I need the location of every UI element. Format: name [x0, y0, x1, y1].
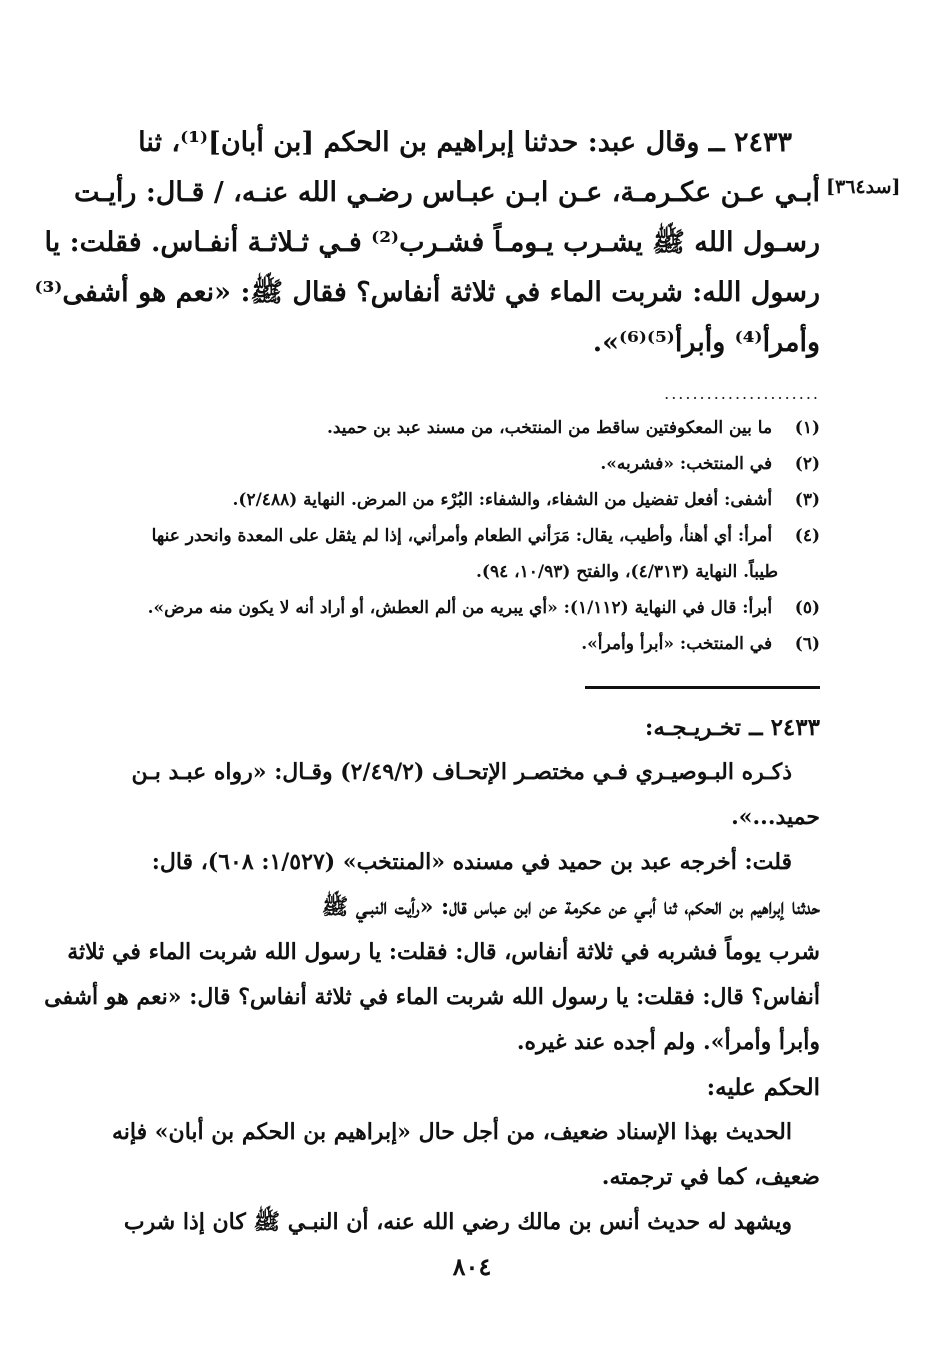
page-number: ٨٠٤ — [452, 1252, 492, 1281]
footnote-item — [96, 410, 820, 446]
footnote-number: (١) — [794, 418, 820, 438]
footnote-number: (٢) — [794, 454, 820, 474]
footnote-number: (٥) — [794, 598, 820, 618]
footnote-item — [96, 590, 820, 626]
hukm-text-line: الحديث بهذا الإسناد ضعيف، من أجل حال «إبراهيم بن الحكم بن أبان» فإنه — [111, 1119, 792, 1145]
hukm-text-line: ويشهد له حديث أنس بن مالك رضي الله عنه، أن النبـي ﷺ كان إذا شرب — [123, 1209, 792, 1235]
footnote-text: أمرأ: أي أهنأ، وأطيب، يقال: مَرَأني الطعام وأمرأني، إذا لم يثقل على المعدة وانحدر عنها — [151, 526, 773, 546]
main-text-line: أبـي عـن عكـرمـة، عـن ابـن عبـاس رضـي الله عنـه، / قـال: رأيـت — [73, 177, 820, 208]
margin-reference-note: [سد٣٦٤] — [826, 176, 901, 198]
hukm-heading: الحكم عليه: — [706, 1074, 820, 1101]
footnote-dotted-separator: ...................... — [664, 384, 820, 403]
footnote-number: (٤) — [794, 526, 820, 546]
takhrij-text-line: أنفاس؟ قال: فقلت: يا رسول الله شربت الماء في ثلاثة أنفاس؟ قال: «نعم هو أشفى — [44, 984, 820, 1010]
footnote-continuation: طيباً. النهاية (٤/٣١٣)، والفتح (١٠/٩٣، ٩٤). — [475, 562, 778, 582]
takhrij-heading: ٢٤٣٣ ــ تخـريـجـه: — [644, 714, 820, 741]
footnote-text: في المنتخب: «أبرأ وأمرأ». — [581, 634, 773, 654]
footnote-text: في المنتخب: «فشربه». — [600, 454, 773, 474]
section-divider-rule — [585, 686, 820, 689]
main-text-line: ٢٤٣٣ ــ وقال عبد: حدثنا إبراهيم بن الحكم [بن أبان]⁽¹⁾، ثنا — [138, 127, 792, 158]
main-text-line: رسول الله: شربت الماء في ثلاثة أنفاس؟ فقال ﷺ: «نعم هو أشفى⁽³⁾ — [34, 277, 820, 308]
takhrij-text-line: شرب يوماً فشربه في ثلاثة أنفاس، قال: فقلت: يا رسول الله شربت الماء في ثلاثة — [67, 939, 820, 965]
footnote-number: (٣) — [794, 490, 820, 510]
footnote-item — [96, 518, 820, 554]
hukm-text-line: ضعيف، كما في ترجمته. — [601, 1164, 820, 1190]
takhrij-text-line: حميد...». — [731, 804, 820, 830]
main-text-line: وأمرأ⁽⁴⁾ وأبرأ⁽⁵⁾⁽⁶⁾». — [592, 327, 820, 358]
takhrij-text-line: حدثنا إبراهيم بن الحكم، ثنا أبـي عن عكرمة عن ابن عباس قال: «رأيت النبـي ﷺ — [321, 894, 820, 920]
takhrij-text-line: ذكـره البـوصيـري فـي مختصـر الإتحـاف (٢/٤٩/٢) وقـال: «رواه عبـد بـن — [131, 759, 792, 785]
footnote-item — [96, 626, 820, 662]
footnote-text: أشفى: أفعل تفضيل من الشفاء، والشفاء: البُرْء من المرض. النهاية (٢/٤٨٨). — [232, 490, 773, 510]
takhrij-text-line: وأبرأ وأمرأ». ولم أجده عند غيره. — [516, 1029, 820, 1055]
footnotes-section — [96, 410, 820, 662]
footnote-number: (٦) — [794, 634, 820, 654]
main-text-line: رسـول الله ﷺ يشـرب يـومـاً فشـرب⁽²⁾ فـي ثـلاثـة أنفـاس. فقلت: يا — [44, 227, 820, 258]
takhrij-section — [44, 705, 820, 1245]
main-hadith-text — [34, 118, 820, 368]
footnote-item — [96, 482, 820, 518]
footnote-text: ما بين المعكوفتين ساقط من المنتخب، من مسند عبد بن حميد. — [326, 418, 773, 438]
footnote-text: أبرأ: قال في النهاية (١/١١٢): «أي يبريه من ألم العطش، أو أراد أنه لا يكون منه مرض». — [147, 598, 773, 618]
takhrij-text-line: قلت: أخرجه عبد بن حميد في مسنده «المنتخب» (١/٥٢٧: ٦٠٨)، قال: — [151, 849, 792, 875]
footnote-item — [96, 446, 820, 482]
